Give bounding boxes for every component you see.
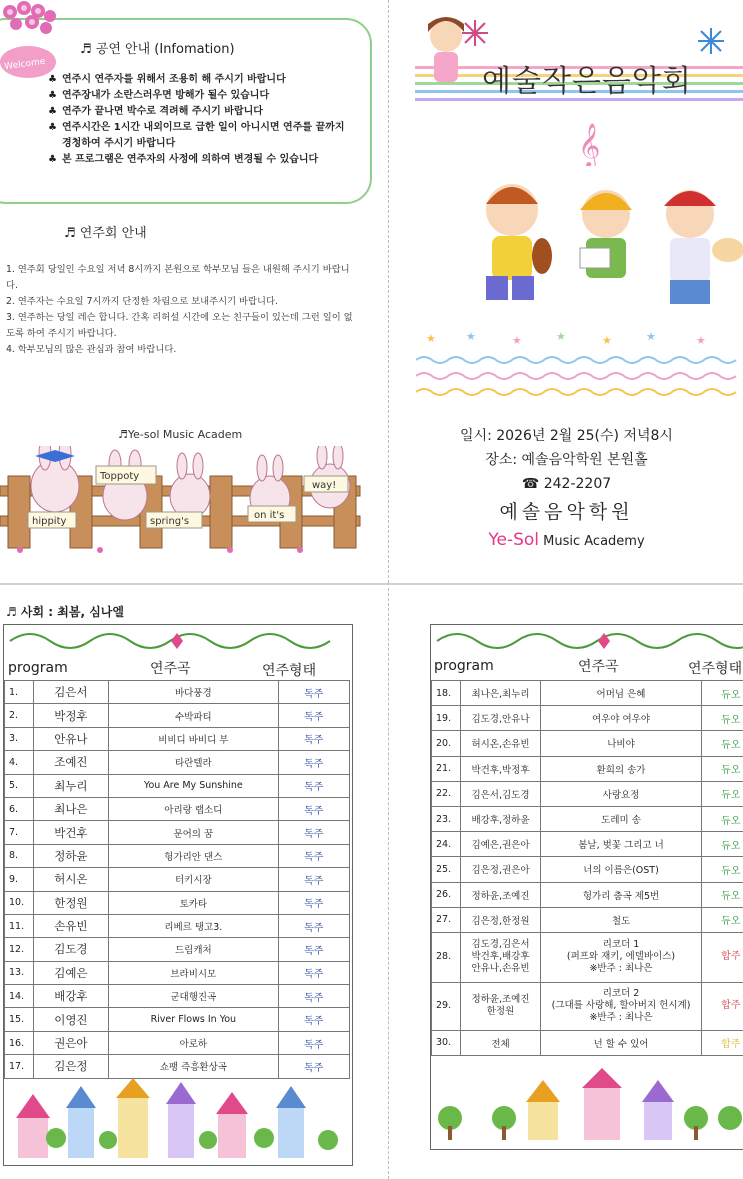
event-phone: ☎ 242-2207 xyxy=(521,476,612,492)
cell-name: 박건후,박정후 xyxy=(460,756,541,781)
info-bullet: ♣ 연주장내가 소란스러우면 방해가 될수 있습니다 xyxy=(48,88,348,104)
cell-no: 17. xyxy=(5,1055,34,1078)
cell-name: 김예은,권은아 xyxy=(460,832,541,857)
cell-form: 합주 xyxy=(701,1030,743,1055)
cell-name: 김은서 xyxy=(33,681,108,704)
table-row xyxy=(5,681,350,704)
cell-form: 독주 xyxy=(278,681,349,704)
cell-song: River Flows In You xyxy=(109,1008,279,1031)
sign-on-its: on it's xyxy=(254,510,285,521)
cell-form: 독주 xyxy=(278,1008,349,1031)
cell-form: 듀오 xyxy=(701,907,743,932)
academy-brand: Ye-Sol xyxy=(488,530,539,550)
cell-no: 5. xyxy=(5,774,34,797)
recital-rule: 1. 연주회 당일인 수요일 저녁 8시까지 본원으로 학부모님 들은 내원해 주시기 바랍니다. xyxy=(6,264,350,291)
info-bullet-list xyxy=(48,72,348,168)
cell-song: 너의 이름은(OST) xyxy=(541,857,701,882)
svg-text:★: ★ xyxy=(426,332,436,345)
cell-form: 독주 xyxy=(278,914,349,937)
svg-text:★: ★ xyxy=(512,334,522,347)
cell-no: 24. xyxy=(432,832,461,857)
table-row xyxy=(5,868,350,891)
cell-form: 독주 xyxy=(278,985,349,1008)
cell-song: 도레미 송 xyxy=(541,806,701,831)
page-divider-vertical-top xyxy=(388,0,389,583)
cell-no: 28. xyxy=(432,932,461,982)
table-row xyxy=(5,1055,350,1078)
cell-no: 8. xyxy=(5,844,34,867)
svg-text:★: ★ xyxy=(696,334,706,347)
header-program: program xyxy=(8,660,68,676)
academy-name-english xyxy=(390,528,743,554)
cell-song: 봄날, 벚꽃 그리고 너 xyxy=(541,832,701,857)
cell-song: 여우야 여우야 xyxy=(541,706,701,731)
cell-song: 비비디 바비디 부 xyxy=(109,727,279,750)
cell-form: 독주 xyxy=(278,938,349,961)
snowflake-icon xyxy=(696,26,726,56)
castle-town-illustration xyxy=(434,1068,743,1142)
cell-form: 듀오 xyxy=(701,806,743,831)
cell-name: 김은정,권은아 xyxy=(460,857,541,882)
cell-form: 듀오 xyxy=(701,857,743,882)
cell-no: 20. xyxy=(432,731,461,756)
cell-name: 배강후 xyxy=(33,985,108,1008)
cell-form: 듀오 xyxy=(701,681,743,706)
cell-name: 한정원 xyxy=(33,891,108,914)
treble-clef-icon xyxy=(576,120,606,166)
cell-song: 나비야 xyxy=(541,731,701,756)
svg-text:★: ★ xyxy=(556,330,566,343)
cell-song: 아로하 xyxy=(109,1031,279,1054)
table-row xyxy=(432,907,743,932)
table-row xyxy=(432,781,743,806)
cell-song: 헝가리 춤곡 제5번 xyxy=(541,882,701,907)
cell-song: 넌 할 수 있어 xyxy=(541,1030,701,1055)
cell-no: 4. xyxy=(5,751,34,774)
table-row xyxy=(5,961,350,984)
cell-song: You Are My Sunshine xyxy=(109,774,279,797)
cell-form: 독주 xyxy=(278,1055,349,1078)
cell-song: 환희의 송가 xyxy=(541,756,701,781)
table-row xyxy=(432,832,743,857)
cell-name: 정하윤 xyxy=(33,844,108,867)
table-row xyxy=(5,844,350,867)
cell-name: 김도경,안유나 xyxy=(460,706,541,731)
cell-no: 14. xyxy=(5,985,34,1008)
cell-song: 리베르 탱고3. xyxy=(109,914,279,937)
cell-no: 25. xyxy=(432,857,461,882)
table-row xyxy=(432,1030,743,1055)
cell-name: 최나은,최누리 xyxy=(460,681,541,706)
welcome-flower-basket-icon xyxy=(0,0,64,80)
cell-no: 2. xyxy=(5,704,34,727)
cell-form: 독주 xyxy=(278,821,349,844)
cell-name: 정하윤,조예진 한정원 xyxy=(460,982,541,1030)
sign-way: way! xyxy=(312,480,337,491)
cell-name: 김도경 xyxy=(33,938,108,961)
info-bullet: ♣ 연주시간은 1시간 내외이므로 급한 일이 아니시면 연주를 끝까지 경청하여 주시기 바랍니다 xyxy=(48,120,348,152)
cover-info xyxy=(390,424,743,554)
stars-waves-decoration xyxy=(416,330,743,410)
cell-song: 군대행진곡 xyxy=(109,985,279,1008)
cell-no: 10. xyxy=(5,891,34,914)
cell-form: 독주 xyxy=(278,774,349,797)
header-program: program xyxy=(434,658,494,674)
cell-song: 헝가리안 댄스 xyxy=(109,844,279,867)
mc-line: ♬ 사회 : 최봄, 심나엘 xyxy=(6,605,124,619)
cell-name: 안유나 xyxy=(33,727,108,750)
table-row xyxy=(432,882,743,907)
cell-form: 듀오 xyxy=(701,706,743,731)
cell-no: 27. xyxy=(432,907,461,932)
cell-name: 김은서,김도경 xyxy=(460,781,541,806)
cell-no: 6. xyxy=(5,797,34,820)
cell-song: 어머님 은혜 xyxy=(541,681,701,706)
academy-name-rest: Music Academy xyxy=(539,534,645,549)
cell-name: 허시온 xyxy=(33,868,108,891)
vine-border-decoration xyxy=(433,627,743,653)
cover-title: 예술작은음악회 xyxy=(482,64,692,99)
program-table-1 xyxy=(4,680,350,1079)
cell-song: 수박파티 xyxy=(109,704,279,727)
cell-no: 26. xyxy=(432,882,461,907)
header-song: 연주곡 xyxy=(578,659,619,675)
svg-text:★: ★ xyxy=(602,334,612,347)
cell-name: 김은정,한정원 xyxy=(460,907,541,932)
table-row xyxy=(432,756,743,781)
cell-song: 사랑요정 xyxy=(541,781,701,806)
academy-footer: ♬Ye-sol Music Academ xyxy=(118,428,243,441)
table-row xyxy=(5,938,350,961)
cell-no: 19. xyxy=(432,706,461,731)
program-table-2 xyxy=(431,680,743,1056)
sign-toppoty: Toppoty xyxy=(100,471,140,482)
cell-form: 독주 xyxy=(278,751,349,774)
table-row xyxy=(5,727,350,750)
cell-name: 허시온,손유빈 xyxy=(460,731,541,756)
cell-name: 김예은 xyxy=(33,961,108,984)
table-row xyxy=(432,731,743,756)
club-bullet-icon: ♣ xyxy=(48,106,57,117)
cell-no: 29. xyxy=(432,982,461,1030)
table-row xyxy=(432,982,743,1030)
table-row xyxy=(5,797,350,820)
table-row xyxy=(5,1008,350,1031)
table-row xyxy=(432,681,743,706)
cell-song: 드림캐처 xyxy=(109,938,279,961)
recital-rules xyxy=(6,262,356,358)
recital-rule: 3. 연주하는 당일 레슨 합니다. 간혹 리허설 시간에 오는 친구들이 있는데 그런 일이 없도록 하여 주시기 바랍니다. xyxy=(6,312,353,339)
cell-no: 1. xyxy=(5,681,34,704)
cell-song: 아리랑 랩소디 xyxy=(109,797,279,820)
cell-form: 독주 xyxy=(278,797,349,820)
cell-form: 독주 xyxy=(278,844,349,867)
table-row xyxy=(5,1031,350,1054)
info-bullet: ♣ 연주시 연주자를 위해서 조용히 해 주시기 바랍니다 xyxy=(48,72,348,88)
club-bullet-icon: ♣ xyxy=(48,90,57,101)
info-bullet: ♣ 연주가 끝나면 박수로 격려해 주시기 바랍니다 xyxy=(48,104,348,120)
cell-name: 최나은 xyxy=(33,797,108,820)
info-bullet: ♣ 본 프로그램은 연주자의 사정에 의하여 변경될 수 있습니다 xyxy=(48,152,348,168)
cell-form: 듀오 xyxy=(701,756,743,781)
cell-name: 이영진 xyxy=(33,1008,108,1031)
table-row xyxy=(5,774,350,797)
header-form: 연주형태 xyxy=(262,663,317,679)
cell-form: 합주 xyxy=(701,982,743,1030)
header-song: 연주곡 xyxy=(150,661,191,677)
cell-no: 12. xyxy=(5,938,34,961)
cell-no: 16. xyxy=(5,1031,34,1054)
table-row xyxy=(432,806,743,831)
cell-song: 리코더 1 (퍼프와 재키, 에델바이스) ※반주 : 최나은 xyxy=(541,932,701,982)
cell-no: 13. xyxy=(5,961,34,984)
cell-no: 7. xyxy=(5,821,34,844)
club-bullet-icon: ♣ xyxy=(48,74,57,85)
cell-form: 듀오 xyxy=(701,882,743,907)
cell-name: 박건후 xyxy=(33,821,108,844)
cell-no: 30. xyxy=(432,1030,461,1055)
recital-rule: 4. 학부모님의 많은 관심과 참여 바랍니다. xyxy=(6,344,177,355)
table-row xyxy=(5,985,350,1008)
cell-form: 독주 xyxy=(278,1031,349,1054)
bunnies-fence-illustration xyxy=(0,446,380,556)
recital-rule: 2. 연주자는 수요일 7시까지 단정한 차림으로 보내주시기 바랍니다. xyxy=(6,296,278,307)
table-row xyxy=(5,914,350,937)
welcome-label: Welcome xyxy=(3,56,46,73)
table-row xyxy=(5,891,350,914)
table-row xyxy=(432,932,743,982)
snowflake-icon xyxy=(460,18,490,48)
cell-song: 타란텔라 xyxy=(109,751,279,774)
cell-name: 최누리 xyxy=(33,774,108,797)
cell-form: 듀오 xyxy=(701,832,743,857)
club-bullet-icon: ♣ xyxy=(48,154,57,165)
cell-no: 18. xyxy=(432,681,461,706)
club-bullet-icon: ♣ xyxy=(48,122,57,133)
table-row xyxy=(5,751,350,774)
cell-no: 22. xyxy=(432,781,461,806)
cell-no: 21. xyxy=(432,756,461,781)
cell-name: 김은정 xyxy=(33,1055,108,1078)
page-divider-vertical-bottom xyxy=(388,588,389,1179)
cell-song: 토카타 xyxy=(109,891,279,914)
kids-playing-illustration xyxy=(456,170,743,330)
svg-text:𝄞: 𝄞 xyxy=(578,123,601,166)
table-row xyxy=(432,706,743,731)
event-place: 장소: 예솔음악학원 본원홀 xyxy=(485,452,648,468)
cell-name: 김도경,김은서 박건후,배강후 안유나,손유빈 xyxy=(460,932,541,982)
cell-name: 전체 xyxy=(460,1030,541,1055)
table-row xyxy=(432,857,743,882)
event-date: 일시: 2026년 2월 25(수) 저녁8시 xyxy=(460,428,673,444)
svg-text:★: ★ xyxy=(466,330,476,343)
cell-form: 합주 xyxy=(701,932,743,982)
cell-song: 리코더 2 (그대를 사랑해, 할아버지 헌시계) ※반주 : 최나은 xyxy=(541,982,701,1030)
cell-name: 손유빈 xyxy=(33,914,108,937)
sign-springs: spring's xyxy=(150,516,190,527)
cell-form: 듀오 xyxy=(701,731,743,756)
cell-name: 조예진 xyxy=(33,751,108,774)
table-row xyxy=(5,704,350,727)
cell-no: 9. xyxy=(5,868,34,891)
cell-form: 독주 xyxy=(278,891,349,914)
cell-no: 23. xyxy=(432,806,461,831)
cell-no: 15. xyxy=(5,1008,34,1031)
svg-text:★: ★ xyxy=(646,330,656,343)
cell-name: 정하윤,조예진 xyxy=(460,882,541,907)
header-form: 연주형태 xyxy=(688,661,743,677)
cell-name: 박정후 xyxy=(33,704,108,727)
recital-title: ♬ 연주회 안내 xyxy=(64,226,147,241)
castle-town-illustration xyxy=(8,1078,346,1160)
cell-song: 터키시장 xyxy=(109,868,279,891)
cell-song: 철도 xyxy=(541,907,701,932)
cell-form: 듀오 xyxy=(701,781,743,806)
cell-form: 독주 xyxy=(278,727,349,750)
cell-no: 11. xyxy=(5,914,34,937)
cell-form: 독주 xyxy=(278,868,349,891)
info-title: ♬ 공연 안내 (Infomation) xyxy=(80,42,235,57)
cell-name: 권은아 xyxy=(33,1031,108,1054)
sign-hippity: hippity xyxy=(32,516,67,527)
cell-name: 배강후,정하윤 xyxy=(460,806,541,831)
vine-border-decoration xyxy=(6,627,348,653)
cell-song: 브라비시모 xyxy=(109,961,279,984)
cell-form: 독주 xyxy=(278,961,349,984)
cell-song: 쇼팽 즉흥환상곡 xyxy=(109,1055,279,1078)
cell-song: 문어의 꿈 xyxy=(109,821,279,844)
cell-form: 독주 xyxy=(278,704,349,727)
cell-no: 3. xyxy=(5,727,34,750)
table-row xyxy=(5,821,350,844)
cell-song: 바다풍경 xyxy=(109,681,279,704)
page-divider-horizontal xyxy=(0,583,743,585)
academy-name-korean: 예솔음악학원 xyxy=(499,501,634,523)
